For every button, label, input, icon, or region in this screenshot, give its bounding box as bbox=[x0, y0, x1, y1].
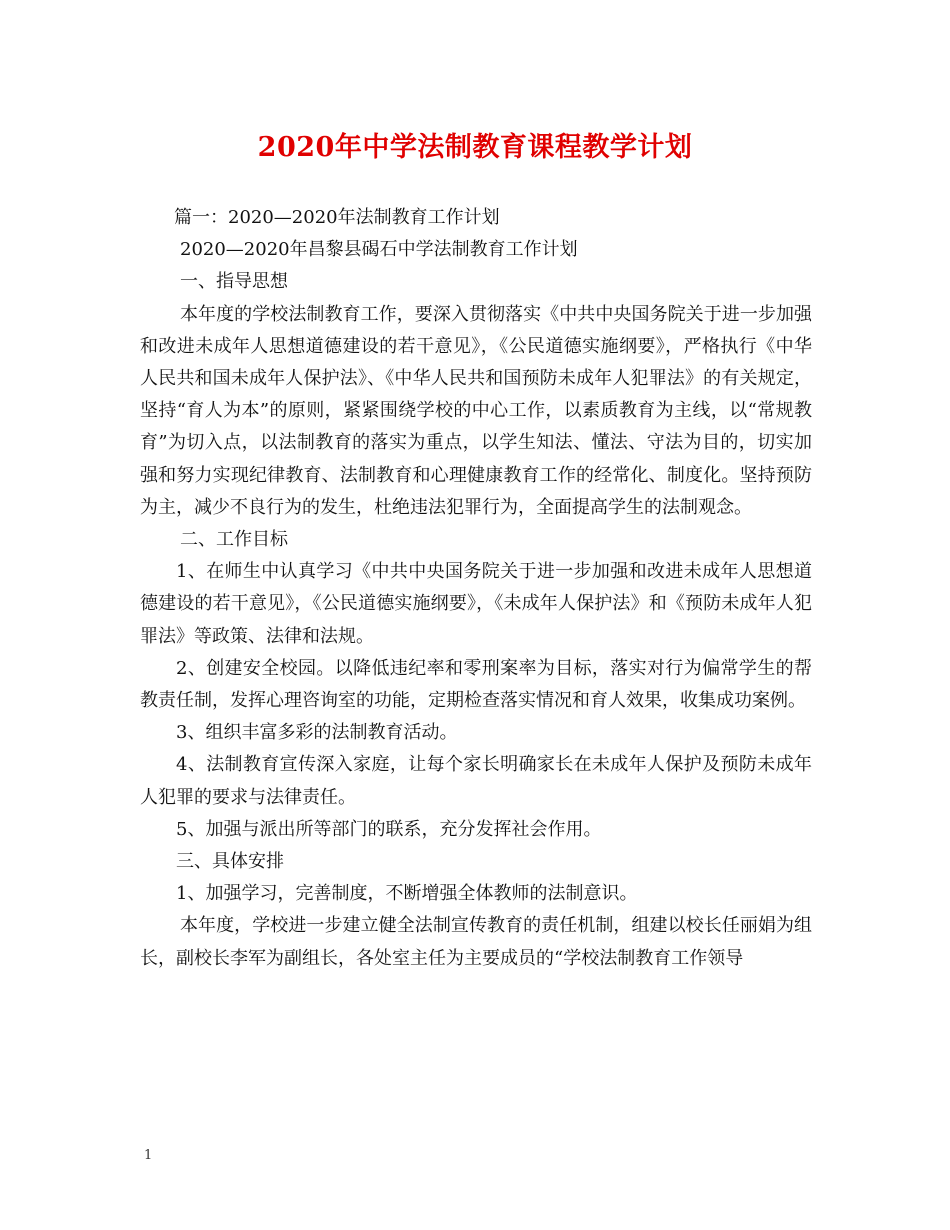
paragraph-goal-3: 3、组织丰富多彩的法制教育活动。 bbox=[176, 722, 458, 744]
paragraph-arrangement-detail: 本年度，学校进一步建立健全法制宣传教育的责任机制，组建以校长任丽娟为组长，副校长李军为副组长，各处室主任为主要成员的“学校法制教育工作领导 bbox=[140, 915, 812, 969]
section-heading-guiding-thought: 一、指导思想 bbox=[180, 271, 288, 293]
paragraph-goal-5: 5、加强与派出所等部门的联系，充分发挥社会作用。 bbox=[176, 818, 602, 840]
paragraph-plan-title: 2020—2020年昌黎县碣石中学法制教育工作计划 bbox=[180, 239, 578, 261]
paragraph-arrangement-1: 1、加强学习，完善制度，不断增强全体教师的法制意识。 bbox=[176, 883, 638, 905]
paragraph-goal-1: 1、在师生中认真学习《中共中央国务院关于进一步加强和改进未成年人思想道德建设的若干意见》，《公民道德实施纲要》，《未成年人保护法》和《预防未成年人犯罪法》等政策、法律和法规。 bbox=[140, 561, 812, 647]
paragraph-goal-4: 4、法制教育宣传深入家庭，让每个家长明确家长在未成年人保护及预防未成年人犯罪的要求与法律责任。 bbox=[140, 754, 812, 808]
section-heading-arrangements: 三、具体安排 bbox=[176, 851, 284, 873]
document-title: 2020年中学法制教育课程教学计划 bbox=[257, 132, 693, 163]
section-heading-work-goals: 二、工作目标 bbox=[180, 529, 288, 551]
page-number: 1 bbox=[144, 1148, 153, 1163]
paragraph-goal-2: 2、创建安全校园。以降低违纪率和零刑案率为目标，落实对行为偏常学生的帮教责任制，发挥心理咨询室的功能，定期检查落实情况和育人效果，收集成功案例。 bbox=[140, 657, 812, 712]
document-body bbox=[140, 202, 812, 975]
paragraph-article-heading: 篇一：2020—2020年法制教育工作计划 bbox=[174, 207, 500, 228]
paragraph-guiding-thought: 本年度的学校法制教育工作，要深入贯彻落实《中共中央国务院关于进一步加强和改进未成年人思想道德建设的若干意见》，《公民道德实施纲要》，严格执行《中华人民共和国未成年人保护法》、《中华人民共和国预防未成年人犯罪法》的有关规定，坚持“育人为本”的原则，紧紧围绕学校的中心工作，以素质教育为主线，以“常规教育”为切入点，以法制教育的落实为重点，以学生知法、懂法、守法为目的，切实加强和努力实现纪律教育、法制教育和心理健康教育工作的经常化、制度化。坚持预防为主，减少不良行为的发生，杜绝违法犯罪行为，全面提高学生的法制观念。 bbox=[140, 303, 812, 518]
